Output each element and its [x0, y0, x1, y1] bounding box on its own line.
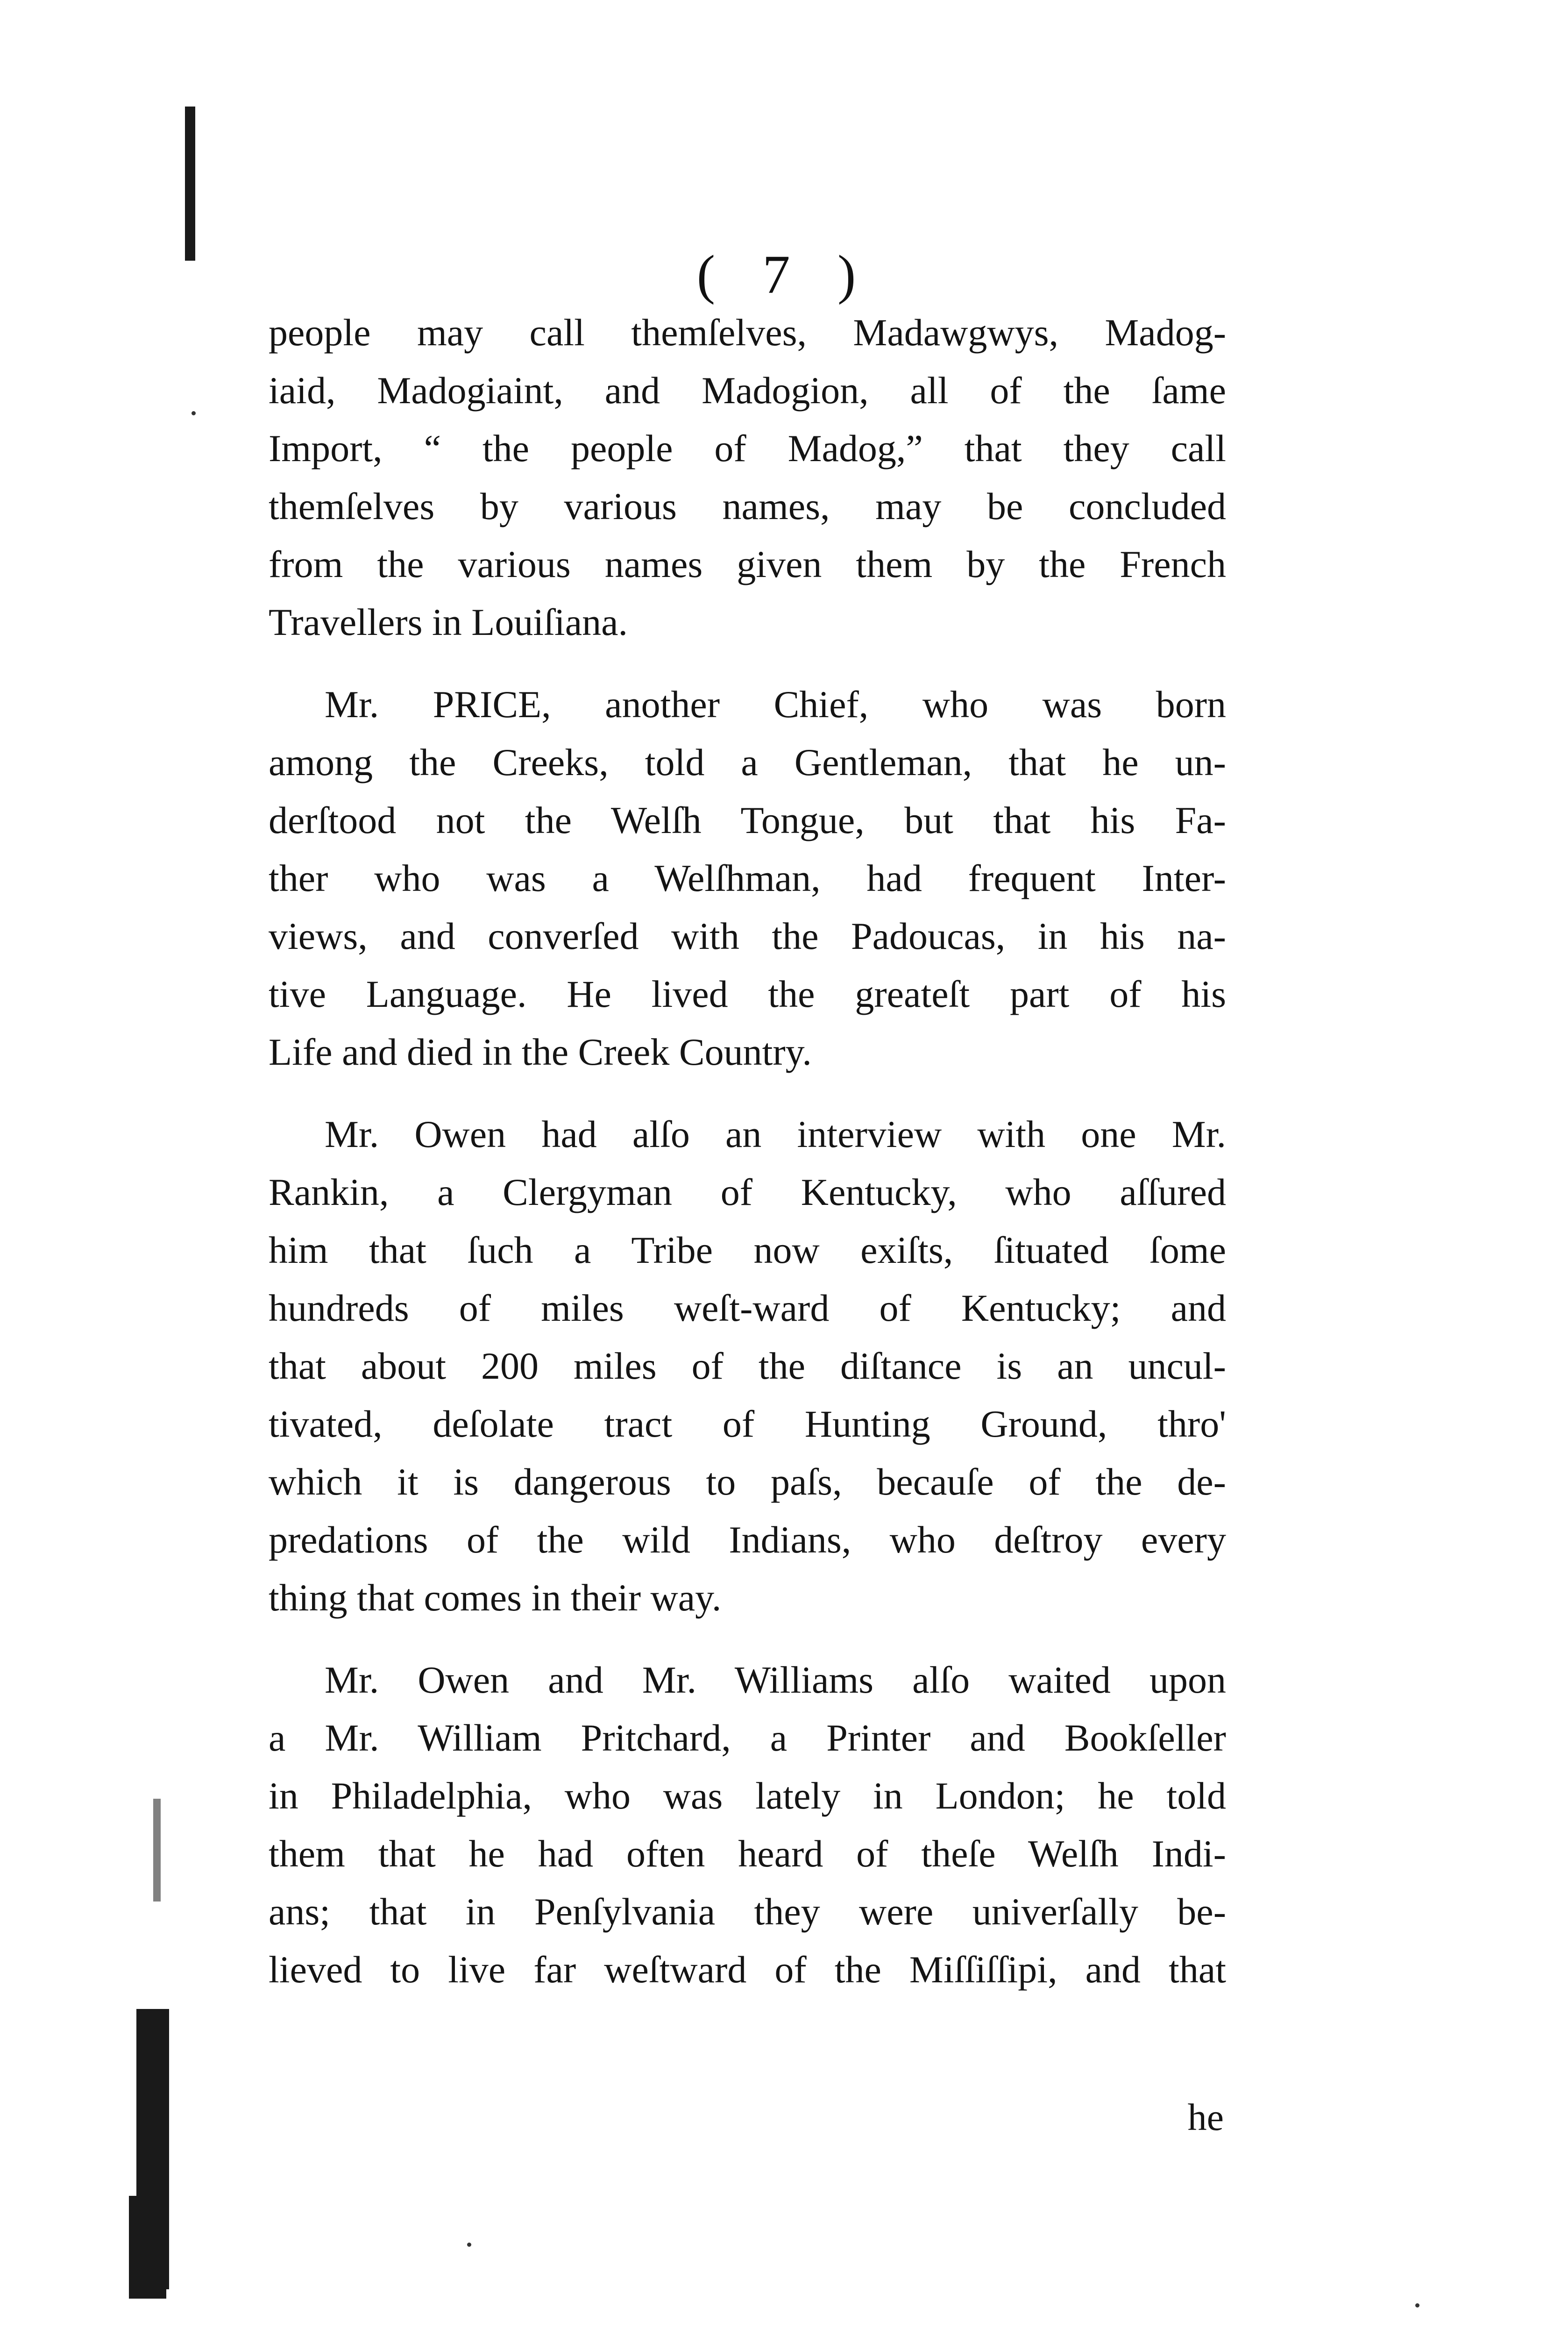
- text-line: Travellers in Louiſiana.: [269, 601, 628, 643]
- text-line: Rankin, a Clergyman of Kentucky, who aſſured: [269, 1171, 1226, 1213]
- text-line: which it is dangerous to paſs, becauſe of the de-: [269, 1460, 1226, 1503]
- catchword: he: [1187, 2096, 1224, 2138]
- text-line: a Mr. William Pritchard, a Printer and Bookſeller: [269, 1716, 1226, 1759]
- text-line: themſelves by various names, may be concluded: [269, 485, 1226, 527]
- scan-binding-mark: [129, 2196, 166, 2299]
- scan-binding-mark: [153, 1799, 161, 1902]
- text-line: predations of the wild Indians, who deſtroy every: [269, 1518, 1226, 1561]
- text-line: in Philadelphia, who was lately in London; he told: [269, 1774, 1226, 1817]
- body-text: [269, 304, 1226, 2023]
- text-line: them that he had often heard of theſe Welſh Indi-: [269, 1832, 1226, 1875]
- text-line: views, and converſed with the Padoucas, in his na-: [269, 915, 1226, 957]
- text-line: Mr. PRICE, another Chief, who was born: [325, 683, 1226, 726]
- scan-speck: [467, 2243, 471, 2247]
- text-line: Mr. Owen and Mr. Williams alſo waited upon: [325, 1659, 1226, 1701]
- text-line: derſtood not the Welſh Tongue, but that his Fa-: [269, 799, 1226, 841]
- text-line: ther who was a Welſhman, had frequent Inter-: [269, 857, 1226, 899]
- scan-binding-mark: [185, 107, 195, 261]
- page-number: ( 7 ): [696, 244, 873, 305]
- text-line: from the various names given them by the French: [269, 543, 1226, 585]
- paragraph-3: [269, 1105, 1226, 1627]
- scan-speck: [192, 411, 196, 415]
- text-line: among the Creeks, told a Gentleman, that he un-: [269, 741, 1226, 783]
- text-line: thing that comes in their way.: [269, 1576, 722, 1619]
- paragraph-1: [269, 304, 1226, 651]
- text-line: ans; that in Penſylvania they were univerſally be-: [269, 1890, 1226, 1933]
- text-line: that about 200 miles of the diſtance is an uncul-: [269, 1345, 1226, 1387]
- text-line: hundreds of miles weſt-ward of Kentucky; and: [269, 1287, 1226, 1329]
- text-line: lieved to live far weſtward of the Miſſiſſipi, and that: [269, 1948, 1226, 1991]
- text-line: tive Language. He lived the greateſt part of his: [269, 973, 1226, 1015]
- text-line: Mr. Owen had alſo an interview with one Mr.: [325, 1113, 1226, 1155]
- text-line: Life and died in the Creek Country.: [269, 1031, 812, 1073]
- text-line: Import, “ the people of Madog,” that they call: [269, 427, 1226, 470]
- text-line: iaid, Madogiaint, and Madogion, all of the ſame: [269, 369, 1226, 412]
- text-line: people may call themſelves, Madawgwys, Madog-: [269, 311, 1226, 354]
- text-line: tivated, deſolate tract of Hunting Ground, thro': [269, 1403, 1226, 1445]
- text-line: him that ſuch a Tribe now exiſts, ſituated ſome: [269, 1229, 1226, 1271]
- scan-speck: [1415, 2303, 1419, 2308]
- paragraph-2: [269, 676, 1226, 1081]
- paragraph-4: [269, 1651, 1226, 1999]
